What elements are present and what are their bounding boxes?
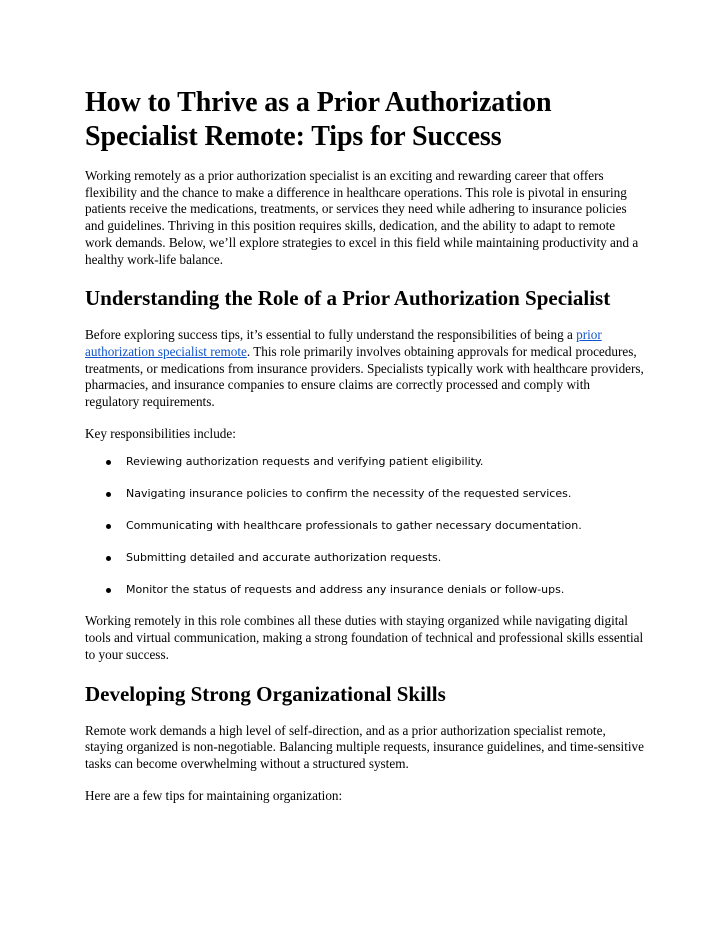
bullet-icon [106, 588, 111, 593]
key-responsibilities-intro: Key responsibilities include: [85, 425, 236, 441]
bullet-icon [106, 556, 111, 561]
list-item-text: Reviewing authorization requests and verifying patient eligibility. [126, 455, 484, 469]
list-item [85, 455, 645, 469]
list-item-text: Navigating insurance policies to confirm the necessity of the requested services. [126, 487, 572, 501]
prior-authorization-link[interactable]: prior authorization specialist remote [85, 327, 602, 359]
section-heading-organization: Developing Strong Organizational Skills [85, 681, 446, 706]
article-title: How to Thrive as a Prior Authorization Specialist Remote: Tips for Success [85, 87, 552, 152]
document-page [85, 86, 645, 804]
organization-paragraph: Remote work demands a high level of self-direction, and as a prior authorization specialist remote, staying organized is non-negotiable. Balancing multiple requests, insurance guidelines, and time-sensitive tasks can become overwhelming without a structured system. [85, 722, 644, 771]
list-item [85, 583, 645, 597]
list-item [85, 519, 645, 533]
role-paragraph-start: Before exploring success tips, it’s essential to fully understand the responsibilities of being a [85, 327, 577, 343]
bullet-icon [106, 524, 111, 529]
bullet-icon [106, 492, 111, 497]
role-paragraph [85, 327, 645, 411]
organization-tips-intro: Here are a few tips for maintaining organization: [85, 787, 343, 803]
role-paragraph-end: . This role primarily involves obtaining approvals for medical procedures, treatments, or medications from insurance providers. Specialists typically work with healthcare providers, pharmacies, and insurance companies to ensure claims are correctly processed and comply with regulatory requirements. [85, 343, 644, 410]
section-heading-role: Understanding the Role of a Prior Authorization Specialist [85, 286, 611, 311]
list-item [85, 487, 645, 501]
list-item [85, 551, 645, 565]
list-item-text: Monitor the status of requests and address any insurance denials or follow-ups. [126, 583, 565, 597]
list-item-text: Submitting detailed and accurate authorization requests. [126, 551, 442, 565]
role-closing-paragraph: Working remotely in this role combines all these duties with staying organized while navigating digital tools and virtual communication, making a strong foundation of technical and professional skills essential to your success. [85, 613, 644, 662]
responsibilities-list [85, 455, 645, 597]
intro-paragraph: Working remotely as a prior authorization specialist is an exciting and rewarding career that offers flexibility and the chance to make a difference in healthcare operations. This role is pivotal in ensuring patients receive the medications, treatments, or services they need while adhering to insurance policies and guidelines. Thriving in this position requires skills, dedication, and the ability to adapt to remote work demands. Below, we’ll explore strategies to excel in this field while maintaining productivity and a healthy work-life balance. [85, 168, 639, 267]
list-item-text: Communicating with healthcare professionals to gather necessary documentation. [126, 519, 582, 533]
bullet-icon [106, 460, 111, 465]
